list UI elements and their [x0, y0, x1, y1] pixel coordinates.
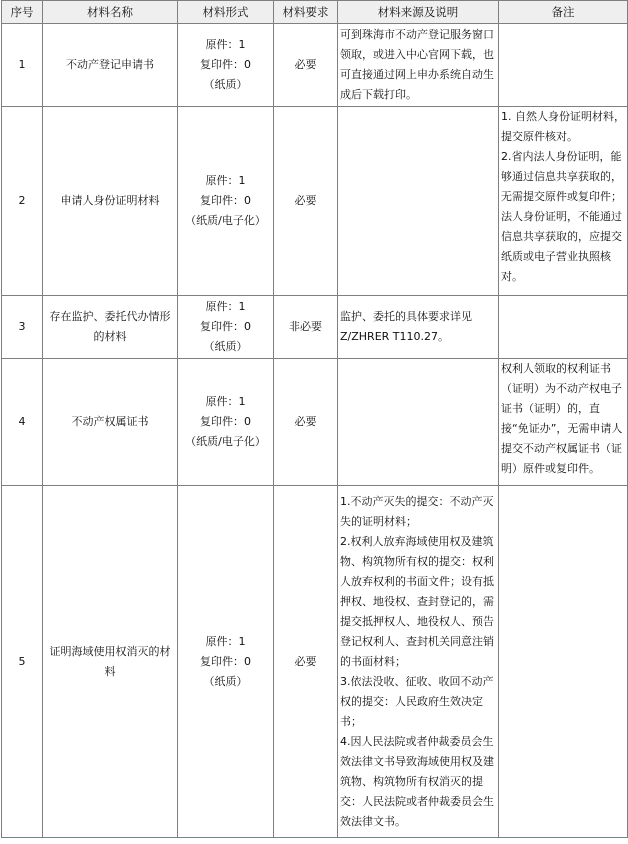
source-text: 3.依法没收、征收、收回不动产权的提交：人民政府生效决定书；: [340, 674, 494, 728]
material-requirement: 非必要: [274, 296, 338, 359]
row-number: 3: [2, 296, 43, 359]
material-requirement: 必要: [274, 359, 338, 486]
form-original: 原件：1: [205, 174, 246, 187]
row-number: 2: [2, 107, 43, 296]
form-original: 原件：1: [205, 395, 246, 408]
table-row: [2, 107, 628, 296]
material-source: [338, 359, 499, 486]
material-name: 不动产权属证书: [43, 359, 178, 486]
form-medium: （纸质）: [203, 78, 248, 91]
material-source: [338, 24, 499, 107]
form-copy: 复印件：0: [200, 194, 251, 207]
form-medium: （纸质/电子化）: [185, 214, 266, 227]
form-medium: （纸质）: [203, 340, 248, 353]
header-material-source: 材料来源及说明: [338, 1, 499, 24]
material-form: [178, 359, 274, 486]
material-requirement: 必要: [274, 107, 338, 296]
form-copy: 复印件：0: [200, 58, 251, 71]
header-material-requirement: 材料要求: [274, 1, 338, 24]
header-material-form: 材料形式: [178, 1, 274, 24]
table-row: [2, 24, 628, 107]
header-seq: 序号: [2, 1, 43, 24]
table-row: [2, 296, 628, 359]
header-material-name: 材料名称: [43, 1, 178, 24]
material-form: [178, 107, 274, 296]
remark-text: 2.省内法人身份证明，能够通过信息共享获取的，无需提交原件或复印件；法人身份证明，不能通过信息共享获取的，应提交纸质或电子营业执照核对。: [501, 150, 622, 283]
table-row: [2, 359, 628, 486]
material-form: [178, 296, 274, 359]
remark-cell: [499, 107, 628, 296]
form-original: 原件：1: [205, 38, 246, 51]
material-requirement: 必要: [274, 486, 338, 838]
remark-text: 权利人领取的权利证书（证明）为不动产权电子证书（证明）的，直接“免证办”，无需申请人提交不动产权属证书（证明）原件或复印件。: [501, 362, 623, 475]
form-medium: （纸质）: [203, 674, 248, 688]
material-name: 存在监护、委托代办情形的材料: [43, 296, 178, 359]
material-form: [178, 486, 274, 838]
form-original: 原件：1: [205, 634, 246, 648]
remark-cell: [499, 296, 628, 359]
table-row: [2, 486, 628, 838]
form-original: 原件：1: [205, 300, 246, 313]
material-name: 申请人身份证明材料: [43, 107, 178, 296]
material-name: 不动产登记申请书: [43, 24, 178, 107]
form-medium: （纸质/电子化）: [185, 435, 266, 448]
materials-table: [1, 0, 628, 838]
source-text: 可到珠海市不动产登记服务窗口领取，或进入中心官网下载，也可直接通过网上申办系统自动生成后下载打印。: [340, 28, 494, 101]
form-copy: 复印件：0: [200, 415, 251, 428]
source-text: 2.权利人放弃海域使用权及建筑物、构筑物所有权的提交：权利人放弃权利的书面文件；设有抵押权、地役权、查封登记的，需提交抵押权人、地役权人、预告登记权利人、查封机关同意注销的书面材料；: [340, 534, 494, 668]
material-requirement: 必要: [274, 24, 338, 107]
remark-text: 1. 自然人身份证明材料，提交原件核对。: [501, 110, 625, 143]
material-source: [338, 486, 499, 838]
remark-cell: [499, 486, 628, 838]
row-number: 4: [2, 359, 43, 486]
source-text: 1.不动产灭失的提交：不动产灭失的证明材料；: [340, 494, 494, 528]
source-text: 监护、委托的具体要求详见Z/ZHRER T110.27。: [340, 310, 472, 343]
remark-cell: [499, 359, 628, 486]
remark-cell: [499, 24, 628, 107]
source-text: 4.因人民法院或者仲裁委员会生效法律文书导致海域使用权及建筑物、构筑物所有权消灭的提交：人民法院或者仲裁委员会生效法律文书。: [340, 734, 494, 828]
row-number: 1: [2, 24, 43, 107]
row-number: 5: [2, 486, 43, 838]
form-copy: 复印件：0: [200, 320, 251, 333]
header-remark: 备注: [499, 1, 628, 24]
material-form: [178, 24, 274, 107]
material-name: 证明海域使用权消灭的材料: [43, 486, 178, 838]
material-source: [338, 107, 499, 296]
material-source: [338, 296, 499, 359]
form-copy: 复印件：0: [200, 654, 251, 668]
header-row: [2, 1, 628, 24]
